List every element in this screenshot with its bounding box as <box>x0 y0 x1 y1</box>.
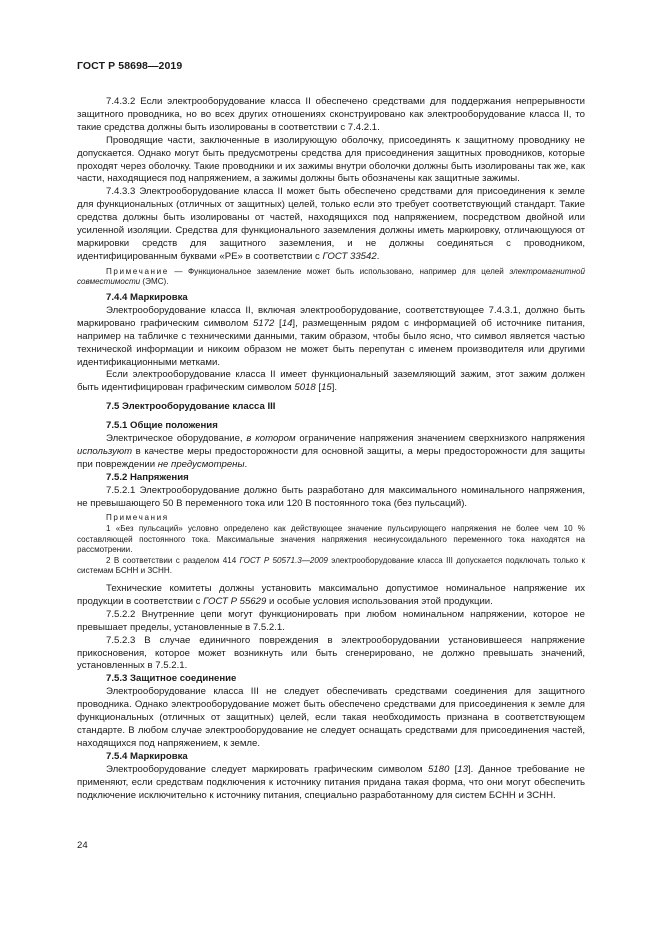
bibliography-reference: 15 <box>321 382 332 394</box>
note-text-end: электрооборудование класса III допускается подключать только к системам БСНН и ЗСНН. <box>77 555 586 576</box>
note-1: 1 «Без пульсаций» условно определено как действующее значение пульсирующего напряжения не более чем 10 % составляющей постоянного тока. Максимальные значения напряжения несинусоидального переменного тока находятся на рассмотрении. <box>77 524 585 555</box>
paragraph-text: Электрооборудование класса II, включая электрооборудование, соответствующее 7.4.3.1, должно быть маркировано графическим символом <box>77 304 585 329</box>
note-2 <box>77 556 585 577</box>
symbol-reference: 5018 <box>294 382 316 394</box>
heading-7-5: 7.5 Электрооборудование класса III <box>106 401 276 413</box>
paragraph-7-5-2-2: 7.5.2.2 Внутренние цепи могут функционировать при любом номинальном напряжении, которое не превышает пределы, установленные в 7.5.2.1. <box>77 608 585 633</box>
paragraph-7-4-4-functional-terminal <box>77 369 585 395</box>
paragraph-7-5-2-1: 7.5.2.1 Электрооборудование должно быть разработано для максимального номинального напряжения, не превышающего 50 В переменного тока или 120 В постоянного тока (без пульсаций). <box>77 484 585 509</box>
document-body <box>77 96 585 802</box>
paragraph-conductive-parts: Проводящие части, заключенные в изолирующую оболочку, присоединять к защитному проводнику не допускается. Однако могут быть предусмотрены средства для присоединения защитных проводников, которые проходят через оболочку. Такие проводники и их зажимы внутри оболочки должны быть изолированы так же, как части, находящиеся под напряжением, а зажимы должны быть обозначены как защитные зажимы. <box>77 134 585 185</box>
note-functional-earthing <box>77 267 585 288</box>
symbol-reference: 5180 <box>427 763 450 775</box>
bibliography-reference: 14 <box>281 317 293 329</box>
note-label: Примечание <box>106 266 169 276</box>
notes-label: Примечания <box>106 513 169 523</box>
note-text: 2 В соответствии с разделом 414 <box>106 555 240 565</box>
paragraph-7-5-4 <box>77 764 585 803</box>
paragraph-7-4-4-marking <box>77 305 585 370</box>
paragraph-text: Электрооборудование следует маркировать графическим символом <box>106 763 428 775</box>
bracket-open: [ <box>449 763 458 775</box>
paragraph-text: ограничение напряжения значением сверхнизкого напряжения <box>295 433 585 445</box>
symbol-reference: 5172 <box>252 317 275 329</box>
page-number: 24 <box>77 840 88 851</box>
paragraph-7-5-3: Электрооборудование класса III не следует обеспечивать средствами соединения для защитного проводника. Однако электрооборудование может быть обеспечено средствами для присоединения к земле для функциональных (отличных от защитных) целей, если такая необходимость признана в соответствующем стандарте. В любом случае электрооборудование не следует оснащать средствами для присоединения частей, находящихся под напряжением, к земле. <box>77 686 585 749</box>
standard-reference: ГОСТ 33542 <box>322 250 377 262</box>
note-text: — Функциональное заземление может быть использовано, например для целей <box>168 266 510 276</box>
document-header: ГОСТ Р 58698—2019 <box>77 60 183 72</box>
heading-7-5-1: 7.5.1 Общие положения <box>106 420 218 432</box>
note-text-end: (ЭМС). <box>140 277 169 287</box>
bracket-open: [ <box>315 382 322 394</box>
heading-7-5-3: 7.5.3 Защитное соединение <box>106 673 237 685</box>
punctuation: . <box>376 250 380 262</box>
paragraph-7-4-3-2: 7.4.3.2 Если электрооборудование класса II обеспечено средствами для поддержания непрерывности защитного проводника, но во всех других отношениях сконструировано как электрооборудование класса II, то такие средства должны быть изолированы в соответствии с 7.4.2.1. <box>77 96 585 133</box>
heading-7-4-4: 7.4.4 Маркировка <box>106 291 188 303</box>
bibliography-reference: 13 <box>457 763 468 775</box>
paragraph-text-end: и особые условия использования этой продукции. <box>266 595 493 607</box>
paragraph-7-5-1 <box>77 433 585 472</box>
paragraph-7-5-2-3: 7.5.2.3 В случае единичного повреждения в электрооборудовании установившееся напряжение прикосновения, которое может возникнуть или быть сгенерировано, не должно превышать значений, установленных в 7.5.2.1. <box>77 634 585 672</box>
heading-7-5-2: 7.5.2 Напряжения <box>106 471 189 483</box>
standard-reference: ГОСТ Р 55629 <box>203 595 267 607</box>
paragraph-text: Если электрооборудование класса II имеет функциональный заземляющий зажим, этот зажим должен быть идентифицирован графическим символом <box>77 369 585 394</box>
standard-reference: ГОСТ Р 50571.3—2009 <box>239 555 328 565</box>
paragraph-7-4-3-3 <box>77 186 585 263</box>
note-italic-term: электромагнитной совместимости <box>77 266 585 287</box>
heading-7-5-4: 7.5.4 Маркировка <box>106 750 188 762</box>
paragraph-text: Технические комитеты должны установить максимально допустимое номинальное напряжение их продукции в соответствии с <box>77 583 585 607</box>
paragraph-text: 7.4.3.3 Электрооборудование класса II может быть обеспечено средствами для присоединения к земле для функциональных (отличных от защитных) целей, только если это требует соответствующий стандарт. Такие средства должны быть изолированы от частей, находящихся под напряжением, посредством двойной или усиленной изоляции. Средства для функционального заземления должны иметь маркировку, отличающуюся от маркировки средств для защитного заземления, и не должны соединяться с проводником, идентифицированным буквами «PE» в соответствии с <box>77 186 585 262</box>
paragraph-text-end: ], размещенным рядом с информацией об источнике питания, например на табличке с техническими данными, таким образом, чтобы было ясно, что символ является частью технической информации и никоим образом не может быть перепутан с именем производителя или другими идентификационными метками. <box>77 317 585 368</box>
paragraph-text: в качестве меры предосторожности для основной защиты, а меры предосторожности для защиты при повреждении <box>77 445 585 470</box>
italic-phrase: не предусмотрены <box>157 458 245 470</box>
paragraph-text-end: ]. Данное требование не применяют, если средствам подключения к источнику питания придана такая форма, что они могут обеспечить подключение исключительно к источнику питания, специально разработанному для систем БСНН и ЗСНН. <box>77 763 585 801</box>
bracket-open: [ <box>274 317 282 329</box>
italic-phrase: используют <box>77 445 133 457</box>
paragraph-text: Электрическое оборудование, <box>106 433 247 445</box>
punctuation: . <box>244 458 248 470</box>
italic-phrase: в котором <box>246 433 296 445</box>
paragraph-text-end: ]. <box>331 382 338 394</box>
paragraph-technical-committees <box>77 583 585 609</box>
